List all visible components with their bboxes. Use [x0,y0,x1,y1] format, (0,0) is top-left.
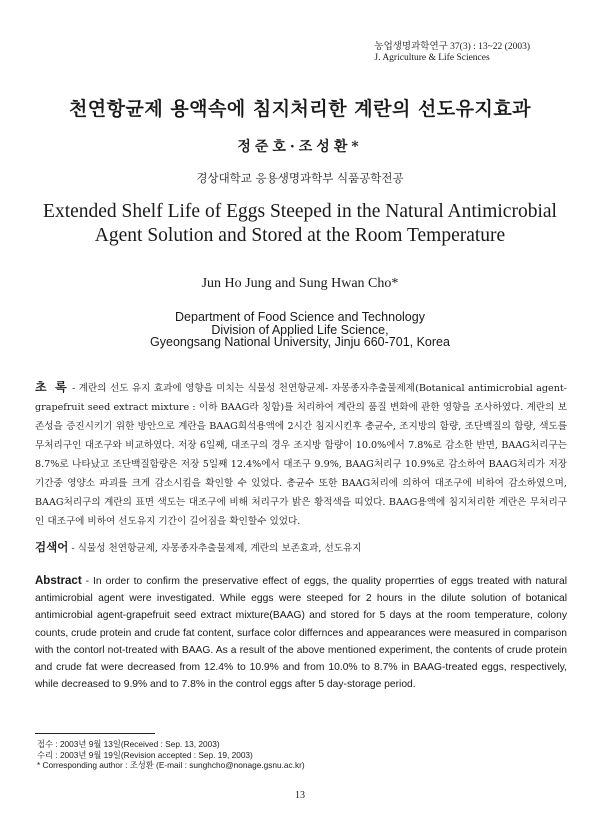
korean-affiliation: 경상대학교 응용생명과학부 식품공학전공 [196,171,404,185]
english-abstract [35,573,567,693]
footnote-received: 접수 : 2003년 9월 13일(Received : Sep. 13, 2003) [37,739,220,749]
footnotes [37,739,537,771]
page-number: 13 [295,790,305,801]
running-head [374,42,530,64]
affiliation-line: Department of Food Science and Technology [175,310,425,324]
english-abstract-label: Abstract [35,575,82,587]
korean-abstract [35,378,567,531]
english-affiliation [0,311,600,349]
korean-keywords-text: - 식물성 천연항균제, 자몽종자추출물제제, 계란의 보존효과, 선도유지 [71,543,362,554]
affiliation-line: Gyeongsang National University, Jinju 660-701, Korea [150,335,450,349]
korean-keywords-label: 검색어 [35,540,69,554]
footnote-divider [35,733,155,734]
korean-authors: 정준호·조성환* [237,139,363,155]
footnote-corresponding-author: * Corresponding author : 조성환 (E-mail : sunghcho@nonage.gsnu.ac.kr) [37,760,305,771]
korean-abstract-text: - 계란의 선도 유지 효과에 영향을 미치는 식물성 천연항균제- 자몽종자추출물제제(Botanical antimicrobial agent-grapefruit seed extract mixture : 이하 BAAG라 칭함)를 처리하여 계란의 품질 변화에 관한 영향을 조사하였다. 계란의 보존성을 증진시키기 위한 방안으로 계란을 BAAG희석용액에 2시간 침지시킨후 총균수, 조지방의 함량, 조단백질의 함량, 색도를 무처리구인 대조구와 비교하였다. 저장 6일째, 대조구의 경우 조지방 함량이 10.0%에서 7.8%로 감소한 반면, BAAG처리구는 8.7%로 나타났고 조단백질함량은 저장 5일째 12.4%에서 대조구 9.9%, BAAG처리구 10.9%로 감소하여 BAAG처리가 저장기간중 영양소 파괴를 크게 감소시킴을 확인할 수 있었다. 총균수 또한 BAAG처리에 의하여 대조구에 비하여 감소하였으며, BAAG처리구의 계란의 표면 색도는 대조구에 비해 처리구가 밝은 황적색을 띠었다. BAAG용액에 침지처리한 계란은 무처리구인 대조구에 비하여 선도유지 기간이 길어짐을 확인할수 있었다. [35,383,567,527]
english-abstract-text: - In order to confirm the preservative effect of eggs, the quality properrties of eggs treated with natural antimicrobial agent were investigated. While eggs were steeped for 2 hours in the dilute solution of botanical antimicrobial agent-grapefruit seed extract mixture(BAAG) and stored for 5 days at the room temperature, colony counts, crude protein and crude fat content, surface color differnces and appearances were measured in comparison with the contorl not-treated with BAAG. As a result of the above mentioned experiment, the contents of crude protein and crude fat were decreased from 12.4% to 10.9% and from 10.0% to 8.7% in BAAG-treated eggs, respectively, while decreased to 9.9% and to 7.8% in the control eggs after 5 day-storage period. [35,576,567,691]
english-title: Extended Shelf Life of Eggs Steeped in the Natural Antimicrobial Agent Solution and Stored at the Room Temperature [43,201,557,246]
footnote-accepted: 수리 : 2003년 9월 19일(Revision accepted : Sep. 19, 2003) [37,749,253,760]
english-authors: Jun Ho Jung and Sung Hwan Cho* [201,276,399,291]
affiliation-line: Division of Applied Life Science, [211,322,389,337]
korean-keywords [35,540,567,556]
korean-abstract-label: 초 록 [35,380,69,394]
korean-title: 천연항균제 용액속에 침지처리한 계란의 선도유지효과 [68,98,532,120]
journal-name-english: J. Agriculture & Life Sciences [374,53,490,63]
journal-citation-korean: 농업생명과학연구 37(3) : 13~22 (2003) [374,42,530,52]
